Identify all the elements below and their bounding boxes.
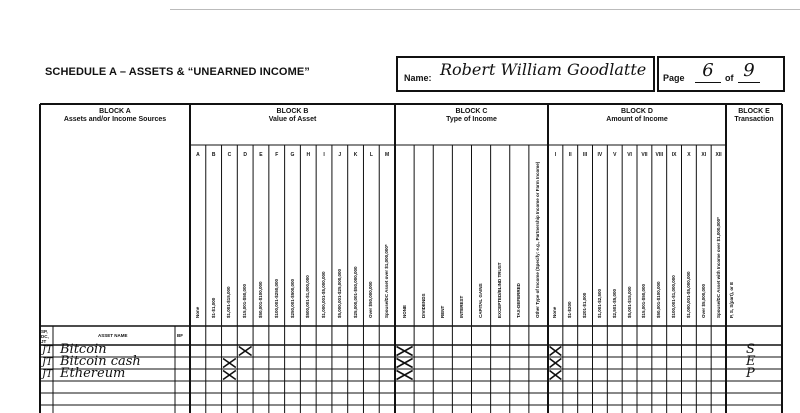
block-c-column-label: CAPITAL GAINS: [478, 283, 484, 318]
asset-name-header: ASSET NAME: [98, 333, 128, 338]
block-d-column-label: $100,001-$1,000,000: [671, 275, 677, 318]
block-b-column-label: $250,001-$500,000: [289, 278, 295, 318]
block-b-column-label: $5,000,001-$25,000,000: [336, 268, 342, 318]
block-b-column-letter: L: [369, 152, 373, 158]
block-d-column-label: $201-$1,000: [582, 292, 588, 318]
block-d-column-label: None: [552, 306, 558, 318]
block-c-title: BLOCK C: [455, 108, 488, 115]
block-a-title: BLOCK A: [99, 108, 131, 115]
block-d-column-letter: VIII: [655, 152, 663, 158]
block-b-column-letter: B: [211, 152, 216, 158]
row-asset-name[interactable]: Bitcoin: [60, 342, 107, 357]
block-b-column-letter: A: [196, 152, 200, 158]
block-d-column-label: Spouse/DC Asset with Income over $1,000,000*: [715, 217, 721, 318]
block-d-column-label: $1,001-$2,500: [596, 288, 602, 318]
block-c-column-label: NONE: [401, 304, 407, 318]
block-d-column-letter: II: [568, 152, 572, 158]
block-d-column-label: $50,001-$100,000: [656, 281, 662, 318]
name-value[interactable]: Robert William Goodlatte: [440, 60, 647, 79]
row-transaction[interactable]: E: [746, 354, 756, 369]
page-label: Page: [663, 73, 685, 83]
block-d-subtitle: Amount of Income: [606, 116, 668, 123]
block-c-column-label: DIVIDENDS: [420, 293, 426, 318]
block-e-title: BLOCK E: [738, 108, 770, 115]
block-d-column-letter: VII: [641, 152, 648, 158]
block-b-column-label: $500,001-$1,000,000: [305, 275, 311, 318]
block-d-column-letter: IX: [671, 152, 677, 158]
page-number[interactable]: 6: [695, 60, 721, 83]
row-owner[interactable]: JT: [42, 357, 53, 368]
block-d-column-letter: V: [613, 152, 617, 158]
row-owner[interactable]: JT: [42, 369, 53, 380]
block-d-column-letter: XI: [701, 152, 707, 158]
block-d-column-letter: VI: [627, 152, 632, 158]
block-d-column-letter: III: [582, 152, 588, 158]
block-b-column-letter: D: [243, 152, 247, 158]
block-b-column-label: $100,001-$250,000: [273, 278, 279, 318]
block-b-column-letter: M: [385, 152, 390, 158]
block-b-column-label: None: [194, 306, 200, 318]
block-b-column-letter: C: [227, 152, 232, 158]
block-b-column-letter: I: [323, 152, 325, 158]
block-d-column-label: $5,001-$15,000: [626, 286, 632, 318]
block-e-header: [726, 108, 782, 124]
block-d-header: [548, 108, 726, 124]
block-b-column-letter: K: [353, 152, 358, 158]
row-transaction[interactable]: S: [746, 342, 755, 357]
block-b-column-label: $1-$1,000: [210, 297, 216, 318]
schedule-title: SCHEDULE A – ASSETS & “UNEARNED INCOME”: [45, 66, 310, 78]
name-label: Name:: [404, 73, 432, 83]
block-d-column-letter: I: [554, 152, 557, 158]
block-d-title: BLOCK D: [621, 108, 653, 115]
block-b-column-label: $25,000,001-$50,000,000: [352, 266, 358, 318]
row-asset-name[interactable]: Bitcoin cash: [60, 354, 141, 369]
block-d-column-label: $15,001-$50,000: [641, 283, 647, 318]
block-b-column-label: Spouse/DC Asset over $1,000,000*: [384, 244, 390, 318]
owner-column-header: SP, DC, JT: [41, 329, 49, 344]
block-d-column-label: Over $5,000,000: [700, 283, 706, 318]
row-owner[interactable]: JT: [42, 345, 53, 356]
block-c-column-label: TAX-DEFERRED: [516, 283, 522, 318]
block-d-column-letter: X: [687, 152, 691, 158]
row-asset-name[interactable]: Ethereum: [60, 366, 126, 381]
bf-header: BF: [177, 333, 183, 338]
block-b-column-label: $1,000,001-$5,000,000: [321, 271, 327, 318]
block-d-column-letter: XII: [715, 152, 722, 158]
block-b-column-label: $50,001-$100,000: [257, 281, 263, 318]
block-d-column-label: $1,000,001-$5,000,000: [685, 271, 691, 318]
block-a-subtitle: Assets and/or Income Sources: [63, 116, 167, 123]
block-d-column-letter: IV: [597, 152, 603, 158]
row-transaction[interactable]: P: [746, 366, 755, 381]
block-b-subtitle: Value of Asset: [268, 116, 317, 123]
page-total[interactable]: 9: [738, 60, 760, 83]
block-c-column-label: RENT: [439, 305, 445, 318]
block-e-subtitle: Transaction: [734, 116, 774, 123]
block-b-column-letter: G: [290, 152, 295, 158]
block-b-column-label: Over $50,000,000: [368, 281, 374, 318]
block-c-column-label: Other Type of Income (Specify: e.g., Partnership Income or Farm Income): [535, 161, 541, 318]
page-of-label: of: [725, 73, 734, 83]
block-b-title: BLOCK B: [276, 108, 309, 115]
block-b-column-label: $1,001-$15,000: [226, 286, 232, 318]
block-c-header: [395, 108, 548, 124]
block-d-column-label: $2,501-$5,000: [611, 288, 617, 318]
block-b-column-letter: J: [338, 152, 342, 158]
block-a-header: [40, 108, 190, 124]
block-d-column-label: $1-$200: [567, 301, 573, 318]
block-c-subtitle: Type of Income: [446, 116, 497, 123]
block-c-column-label: INTEREST: [458, 295, 464, 318]
block-c-column-label: EXCEPTED/BLIND TRUST: [497, 262, 503, 318]
block-b-column-letter: F: [275, 152, 279, 158]
block-b-column-label: $15,001-$50,000: [242, 283, 248, 318]
block-b-column-letter: E: [259, 152, 263, 158]
block-b-column-letter: H: [306, 152, 311, 158]
block-b-header: [190, 108, 395, 124]
block-e-label: P, S, S(part), or E: [729, 281, 734, 318]
